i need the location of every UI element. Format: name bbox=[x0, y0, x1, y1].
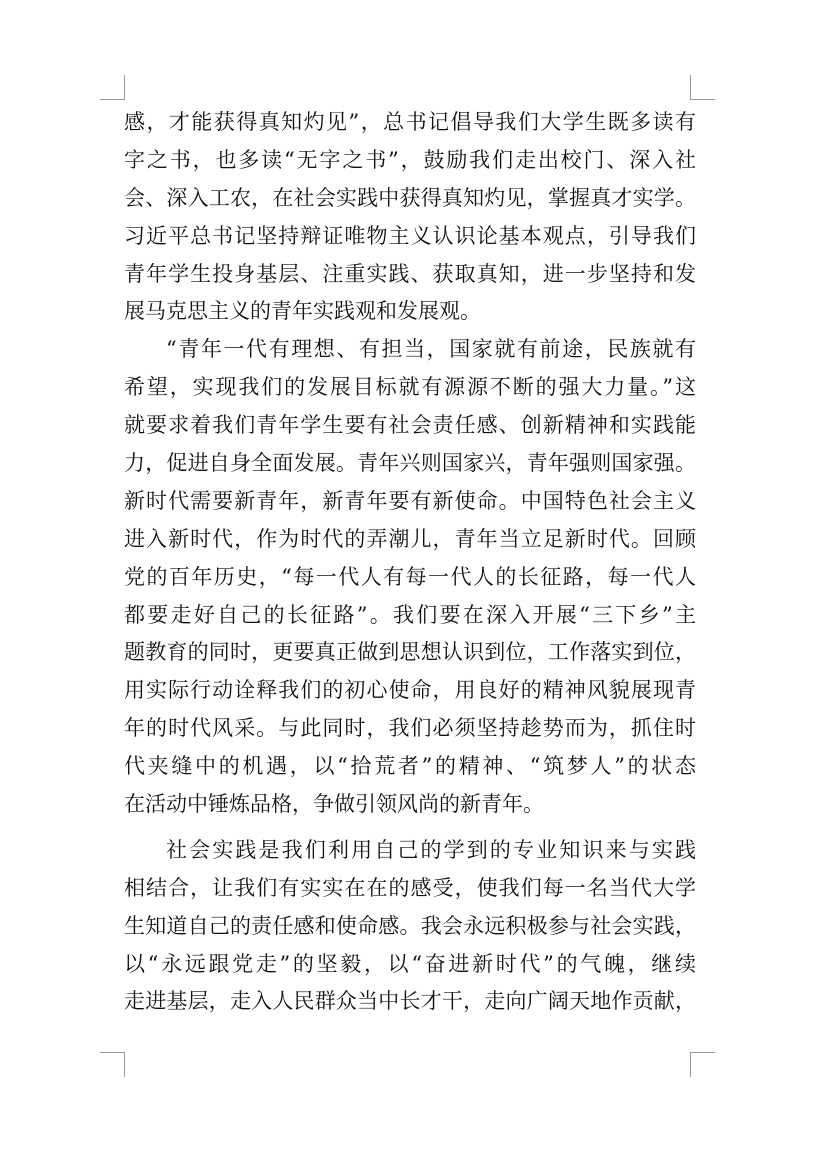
text-line: 都要走好自己的长征路”。我们要在深入开展“三下乡”主 bbox=[124, 602, 696, 627]
paragraph-2 bbox=[124, 331, 696, 824]
paragraph-3 bbox=[124, 832, 696, 1021]
text-line: 感，才能获得真知灼见”，总书记倡导我们大学生既多读有 bbox=[124, 110, 696, 134]
text-line: 在活动中锤炼品格，争做引领风尚的新青年。 bbox=[124, 792, 544, 817]
paragraph-1 bbox=[124, 104, 696, 331]
text-line: 青年学生投身基层、注重实践、获取真知，进一步坚持和发 bbox=[124, 261, 696, 286]
text-line: 生知道自己的责任感和使命感。我会永远积极参与社会实践， bbox=[124, 913, 696, 938]
text-line: 进入新时代，作为时代的弄潮儿，青年当立足新时代。回顾 bbox=[124, 526, 696, 551]
text-line: “青年一代有理想、有担当，国家就有前途，民族就有 bbox=[166, 337, 696, 362]
crop-mark-bottom-left bbox=[100, 1052, 125, 1077]
crop-mark-bottom-right bbox=[690, 1052, 715, 1077]
text-line: 题教育的同时，更要真正做到思想认识到位，工作落实到位， bbox=[124, 640, 696, 665]
text-line: 年的时代风采。与此同时，我们必须坚持趁势而为，抓住时 bbox=[124, 716, 696, 741]
text-line: 党的百年历史，“每一代人有每一代人的长征路，每一代人 bbox=[124, 564, 696, 589]
text-line: 代夹缝中的机遇，以“拾荒者”的精神、“筑梦人”的状态 bbox=[124, 754, 696, 779]
text-line: 会、深入工农，在社会实践中获得真知灼见，掌握真才实学。 bbox=[124, 185, 696, 210]
text-line: 希望，实现我们的发展目标就有源源不断的强大力量。”这 bbox=[124, 375, 696, 400]
text-line: 走进基层，走入人民群众当中长才干，走向广阔天地作贡献， bbox=[124, 989, 696, 1014]
paragraph-gap bbox=[124, 824, 696, 832]
text-line: 字之书，也多读“无字之书”，鼓励我们走出校门、深入社 bbox=[124, 147, 696, 172]
crop-mark-top-left bbox=[100, 75, 125, 100]
text-line: 社会实践是我们利用自己的学到的专业知识来与实践 bbox=[166, 837, 696, 862]
text-line: 展马克思主义的青年实践观和发展观。 bbox=[124, 299, 481, 324]
text-line: 以“永远跟党走”的坚毅，以“奋进新时代”的气魄，继续 bbox=[124, 951, 696, 976]
text-line: 相结合，让我们有实实在在的感受，使我们每一名当代大学 bbox=[124, 875, 696, 900]
text-line: 习近平总书记坚持辩证唯物主义认识论基本观点，引导我们 bbox=[124, 223, 696, 248]
text-line: 用实际行动诠释我们的初心使命，用良好的精神风貌展现青 bbox=[124, 678, 696, 703]
text-line: 就要求着我们青年学生要有社会责任感、创新精神和实践能 bbox=[124, 413, 696, 438]
text-line: 力，促进自身全面发展。青年兴则国家兴，青年强则国家强。 bbox=[124, 451, 696, 476]
body-text bbox=[124, 104, 696, 1021]
text-line: 新时代需要新青年，新青年要有新使命。中国特色社会主义 bbox=[124, 488, 696, 513]
crop-mark-top-right bbox=[690, 75, 715, 100]
